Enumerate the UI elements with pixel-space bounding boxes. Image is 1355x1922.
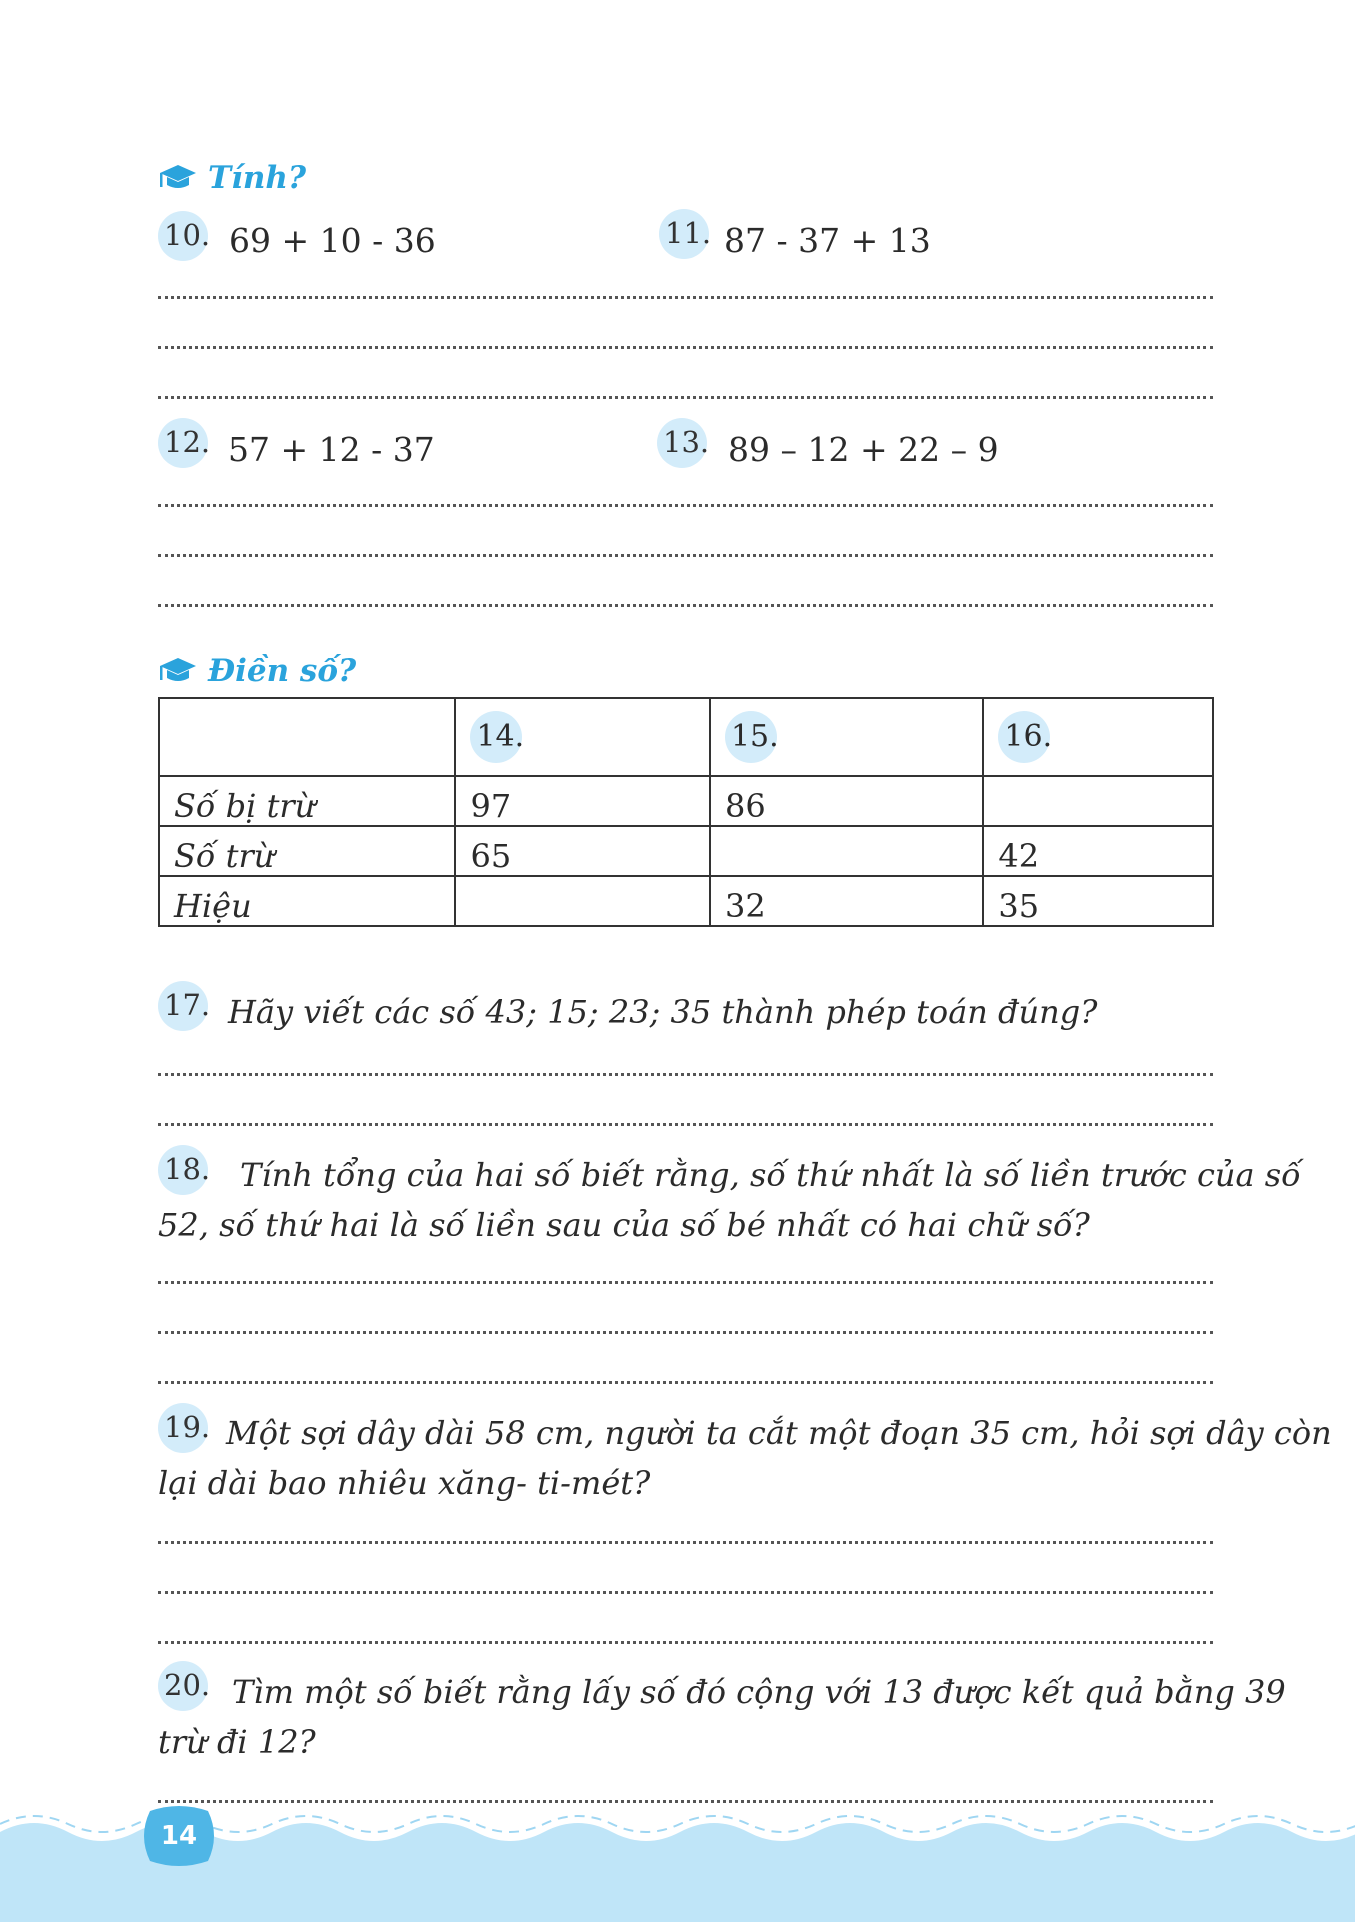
answer-line[interactable] (158, 1281, 1213, 1284)
question-text: trừ đi 12? (158, 1723, 316, 1761)
question-text: Tìm một số biết rằng lấy số đó cộng với 13 được kết quả bằng 39 (232, 1673, 1286, 1711)
table-cell-blank[interactable] (983, 776, 1213, 826)
problem-number: 12. (158, 418, 208, 468)
problem-number: 11. (659, 209, 709, 259)
expression: 87 - 37 + 13 (724, 221, 931, 260)
table-cell: 65 (455, 826, 710, 876)
problem-number: 10. (158, 211, 208, 261)
answer-line[interactable] (158, 604, 1213, 607)
section-title: Điền số? (208, 653, 357, 689)
table-cell: 32 (710, 876, 983, 926)
section-title: Tính? (208, 160, 307, 196)
problem-number: 16. (998, 711, 1050, 763)
subtraction-table (158, 697, 1214, 927)
table-cell (455, 698, 710, 776)
table-cell (159, 698, 455, 776)
row-label: Hiệu (159, 876, 455, 926)
problem-number: 17. (158, 981, 208, 1031)
answer-line[interactable] (158, 1541, 1213, 1544)
answer-line[interactable] (158, 1591, 1213, 1594)
problem-number: 15. (725, 711, 777, 763)
answer-line[interactable] (158, 1331, 1213, 1334)
answer-line[interactable] (158, 554, 1213, 557)
row-label: Số trừ (159, 826, 455, 876)
problem-number: 20. (158, 1661, 208, 1711)
question-text: Tính tổng của hai số biết rằng, số thứ nhất là số liền trước của số (240, 1156, 1301, 1194)
answer-line[interactable] (158, 396, 1213, 399)
problem-number: 13. (657, 418, 707, 468)
section-header-tinh (158, 160, 306, 196)
expression: 69 + 10 - 36 (229, 221, 436, 260)
answer-line[interactable] (158, 296, 1213, 299)
answer-line[interactable] (158, 1381, 1213, 1384)
problem-number: 19. (158, 1403, 208, 1453)
answer-line[interactable] (158, 504, 1213, 507)
table-row (159, 776, 1213, 826)
problem-number: 18. (158, 1145, 208, 1195)
answer-line[interactable] (158, 1123, 1213, 1126)
question-text: lại dài bao nhiêu xăng- ti-mét? (158, 1464, 651, 1502)
table-cell: 42 (983, 826, 1213, 876)
problem-number: 14. (470, 711, 522, 763)
answer-line[interactable] (158, 1800, 1213, 1803)
table-cell-blank[interactable] (710, 826, 983, 876)
question-text: 52, số thứ hai là số liền sau của số bé nhất có hai chữ số? (158, 1206, 1090, 1244)
table-cell-blank[interactable] (455, 876, 710, 926)
graduation-cap-icon (158, 656, 198, 686)
table-row (159, 876, 1213, 926)
answer-line[interactable] (158, 1641, 1213, 1644)
table-cell (983, 698, 1213, 776)
table-cell: 35 (983, 876, 1213, 926)
table-header-row (159, 698, 1213, 776)
row-label: Số bị trừ (159, 776, 455, 826)
table-row (159, 826, 1213, 876)
answer-line[interactable] (158, 346, 1213, 349)
question-text: Một sợi dây dài 58 cm, người ta cắt một đoạn 35 cm, hỏi sợi dây còn (226, 1414, 1332, 1452)
question-text: Hãy viết các số 43; 15; 23; 35 thành phép toán đúng? (228, 993, 1098, 1031)
section-header-dien-so (158, 653, 356, 689)
table-cell: 97 (455, 776, 710, 826)
expression: 57 + 12 - 37 (228, 430, 435, 469)
table-cell (710, 698, 983, 776)
graduation-cap-icon (158, 163, 198, 193)
table-cell: 86 (710, 776, 983, 826)
answer-line[interactable] (158, 1073, 1213, 1076)
expression: 89 – 12 + 22 – 9 (728, 430, 999, 469)
page-number: 14 (160, 1821, 198, 1851)
